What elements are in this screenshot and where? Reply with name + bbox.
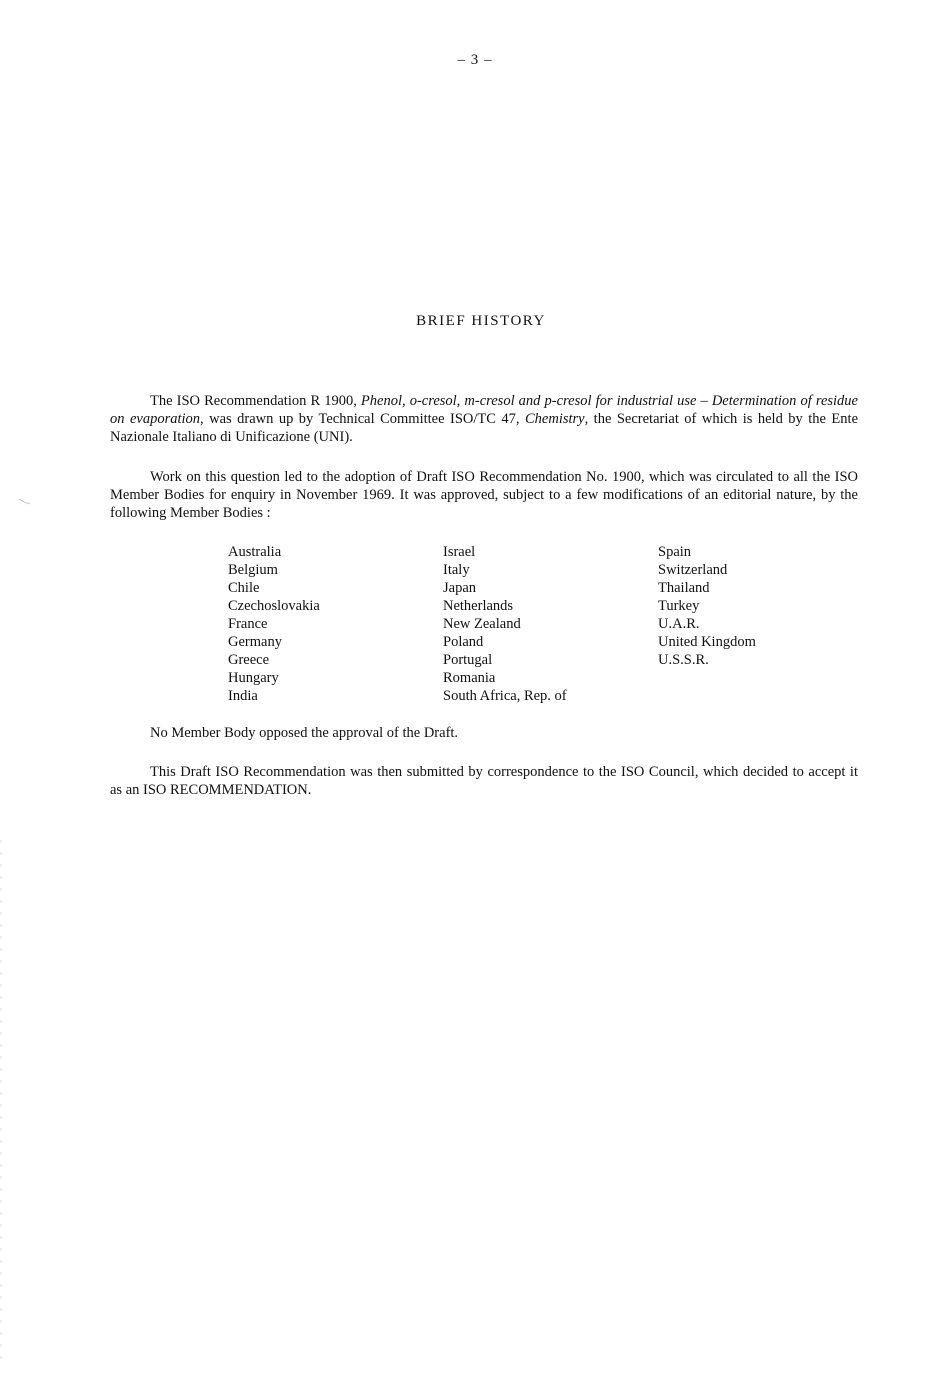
member-body: Thailand bbox=[658, 580, 710, 596]
member-body: Czechoslovakia bbox=[228, 598, 320, 614]
p1-standard-title: Phenol, o-cresol, m-cresol and p-cresol for industrial use – Determination of residue on evaporation bbox=[110, 393, 858, 427]
history-paragraph-2 bbox=[110, 468, 858, 522]
member-body: Switzerland bbox=[658, 562, 728, 578]
member-body: United Kingdom bbox=[658, 634, 756, 650]
member-body: South Africa, Rep. of bbox=[443, 688, 567, 704]
member-body: Australia bbox=[228, 544, 282, 560]
member-body: New Zealand bbox=[443, 616, 521, 632]
member-body: Spain bbox=[658, 544, 692, 560]
member-body: India bbox=[228, 688, 258, 704]
member-body: Israel bbox=[443, 544, 476, 560]
member-body: U.A.R. bbox=[658, 616, 700, 632]
member-body: Chile bbox=[228, 580, 260, 596]
history-paragraph-4 bbox=[110, 763, 858, 799]
member-body: Netherlands bbox=[443, 598, 514, 614]
member-body: Hungary bbox=[228, 670, 279, 686]
member-column-2 bbox=[443, 543, 567, 705]
p1-text-a: The ISO Recommendation R 1900, bbox=[150, 393, 361, 409]
member-body: Portugal bbox=[443, 652, 493, 668]
page-number: – 3 – bbox=[457, 52, 493, 68]
history-paragraph-3: No Member Body opposed the approval of the Draft. bbox=[150, 725, 459, 741]
member-body: Romania bbox=[443, 670, 496, 686]
p4-text: This Draft ISO Recommendation was then submitted by correspondence to the ISO Council, which decided to accept it as an ISO RECOMMENDATION. bbox=[110, 764, 858, 798]
member-body: Germany bbox=[228, 634, 282, 650]
section-title: BRIEF HISTORY bbox=[416, 313, 546, 329]
member-body: Japan bbox=[443, 580, 477, 596]
scan-speck bbox=[18, 498, 32, 506]
p2-text: Work on this question led to the adoption of Draft ISO Recommendation No. 1900, which was circulated to all the ISO Member Bodies for enquiry in November 1969. It was approved, subject to a few modifications of an editorial nature, by the following Member Bodies : bbox=[110, 469, 858, 521]
p1-text-b: , was drawn up by Technical Committee ISO/TC 47, bbox=[200, 411, 525, 427]
member-body: Belgium bbox=[228, 562, 278, 578]
member-bodies-list bbox=[228, 543, 828, 708]
member-body: Greece bbox=[228, 652, 270, 668]
member-body: Poland bbox=[443, 634, 484, 650]
history-paragraph-1 bbox=[110, 392, 858, 446]
scan-edge-marks bbox=[0, 840, 3, 1360]
member-body: France bbox=[228, 616, 268, 632]
member-column-3 bbox=[658, 543, 756, 669]
p1-committee-name: Chemistry bbox=[524, 411, 585, 427]
p1-text-c: , the Secretariat of which is held by the Ente Nazionale Italiano di Unificazione (UNI). bbox=[110, 411, 859, 445]
member-body: U.S.S.R. bbox=[658, 652, 709, 668]
member-column-1 bbox=[228, 543, 320, 705]
member-body: Turkey bbox=[658, 598, 700, 614]
member-body: Italy bbox=[443, 562, 470, 578]
